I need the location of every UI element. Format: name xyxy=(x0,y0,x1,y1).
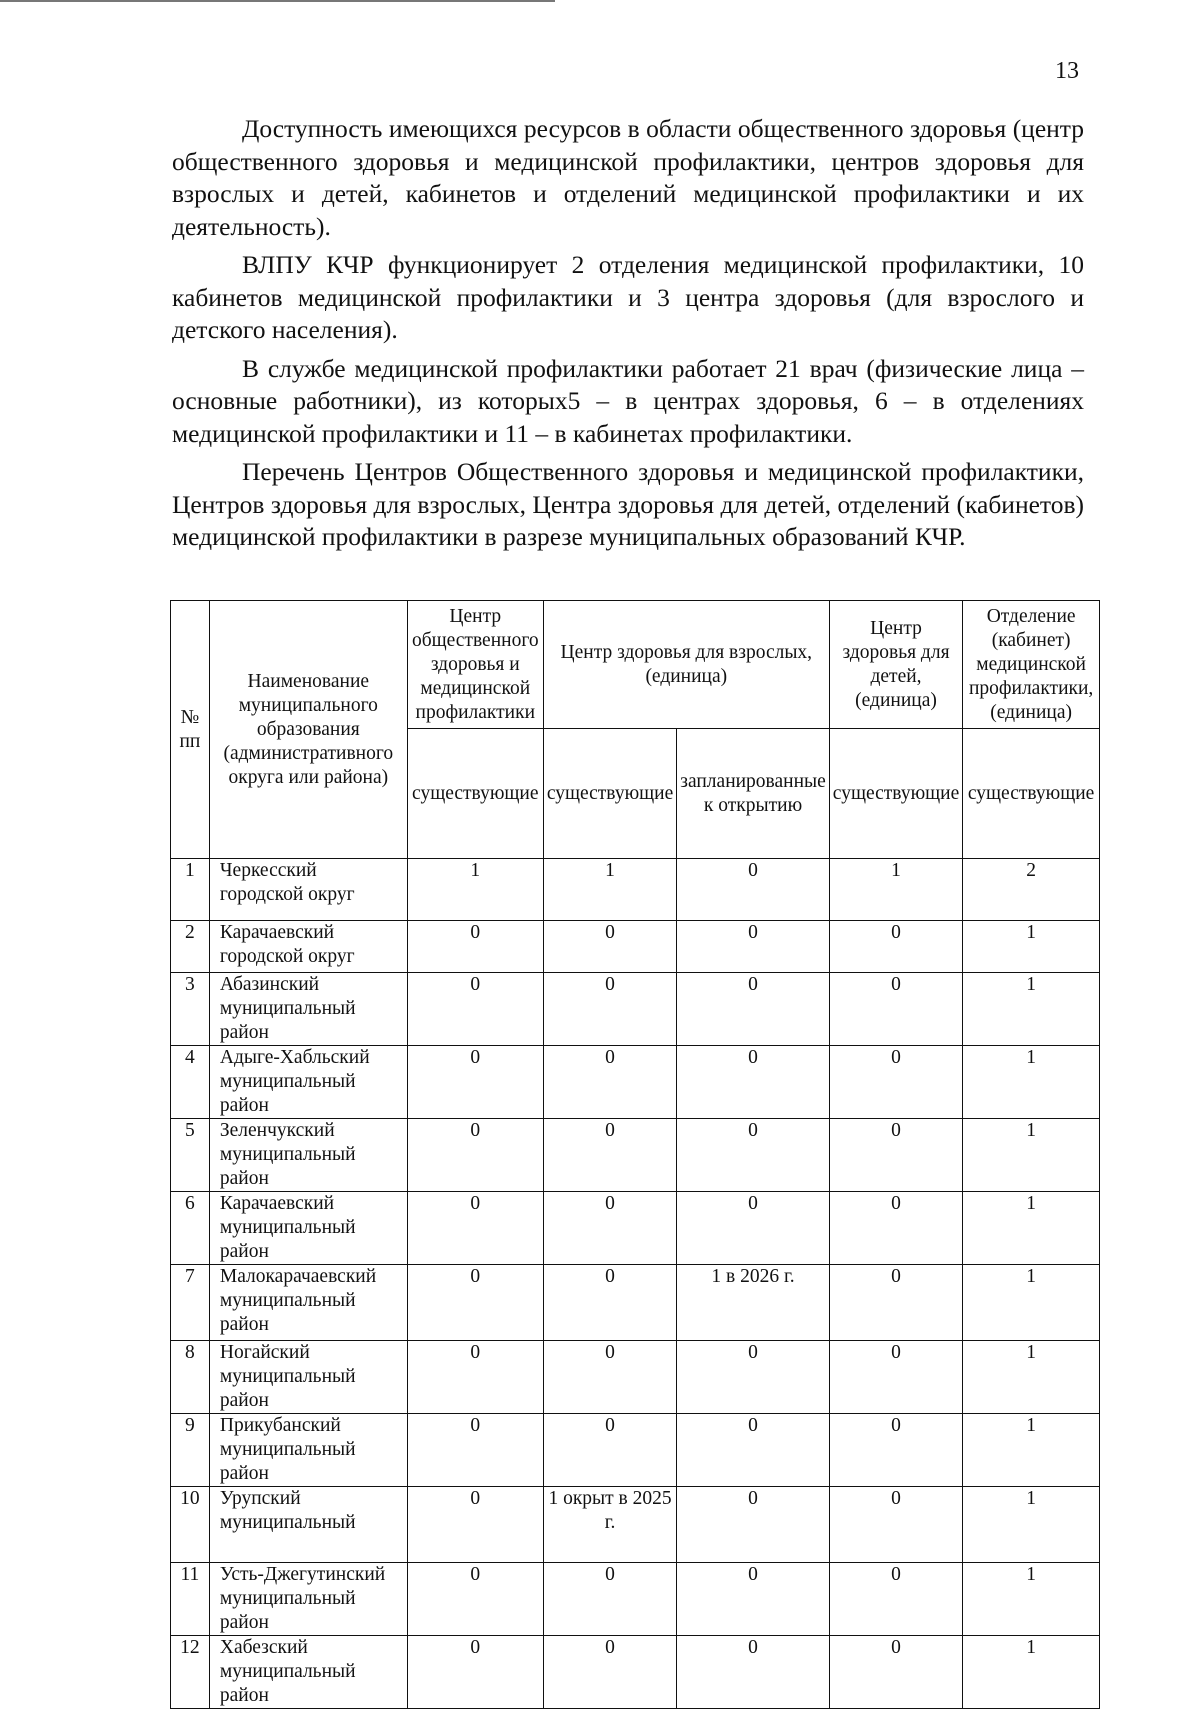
row-name: Хабезский муниципальный район xyxy=(209,1636,407,1709)
row-name: Адыге-Хабльский муниципальный район xyxy=(209,1046,407,1119)
cell-adult-planned: 0 xyxy=(677,1563,830,1636)
cell-adult-existing: 0 xyxy=(543,1046,676,1119)
cell-child-center: 0 xyxy=(829,921,962,973)
cell-department: 1 xyxy=(963,1487,1100,1563)
table-row xyxy=(171,1563,1100,1636)
cell-child-center: 0 xyxy=(829,1636,962,1709)
cell-child-center: 0 xyxy=(829,973,962,1046)
paragraph: В службе медицинской профилактики работает 21 врач (физические лица – основные работники), из которых5 – в центрах здоровья, 6 – в отделениях медицинской профилактики и 11 – в кабинетах профилактики. xyxy=(172,353,1084,448)
row-name: Карачаевский муниципальный район xyxy=(209,1192,407,1265)
cell-department: 1 xyxy=(963,1119,1100,1192)
cell-department: 1 xyxy=(963,1636,1100,1709)
table-row xyxy=(171,1414,1100,1487)
top-rule xyxy=(0,0,555,2)
row-name: Зеленчукский муниципальный район xyxy=(209,1119,407,1192)
header-department: Отделение (кабинет) медицинской профилактики, (единица) xyxy=(963,601,1100,729)
header-existing: существующие xyxy=(407,729,543,859)
table-row xyxy=(171,1341,1100,1414)
cell-adult-planned: 0 xyxy=(677,1636,830,1709)
cell-adult-existing: 0 xyxy=(543,1265,676,1341)
cell-public-center: 0 xyxy=(407,1046,543,1119)
cell-public-center: 0 xyxy=(407,1636,543,1709)
cell-child-center: 1 xyxy=(829,859,962,921)
row-number: 8 xyxy=(171,1341,210,1414)
cell-department: 1 xyxy=(963,1414,1100,1487)
row-number: 10 xyxy=(171,1487,210,1563)
row-number: 2 xyxy=(171,921,210,973)
table-row xyxy=(171,1487,1100,1563)
cell-adult-existing: 0 xyxy=(543,921,676,973)
cell-public-center: 0 xyxy=(407,1563,543,1636)
header-adult-center: Центр здоровья для взрослых, (единица) xyxy=(543,601,829,729)
cell-child-center: 0 xyxy=(829,1563,962,1636)
header-existing-dept: существующие xyxy=(963,729,1100,859)
cell-adult-planned: 0 xyxy=(677,1487,830,1563)
row-name: Прикубанский муниципальный район xyxy=(209,1414,407,1487)
cell-department: 2 xyxy=(963,859,1100,921)
row-number: 4 xyxy=(171,1046,210,1119)
table-row xyxy=(171,1265,1100,1341)
cell-department: 1 xyxy=(963,921,1100,973)
table-row xyxy=(171,1046,1100,1119)
row-name: Усть-Джегутинский муниципальный район xyxy=(209,1563,407,1636)
paragraph: Перечень Центров Общественного здоровья и медицинской профилактики, Центров здоровья для взрослых, Центра здоровья для детей, отделений (кабинетов) медицинской профилактики в разрезе муниципальных образований КЧР. xyxy=(172,457,1084,551)
header-name: Наименование муниципального образования (административного округа или района) xyxy=(209,601,407,859)
paragraph: ВЛПУ КЧР функционирует 2 отделения медицинской профилактики, 10 кабинетов медицинской профилактики и 3 центра здоровья (для взрослого и детского населения). xyxy=(172,250,1084,344)
cell-public-center: 0 xyxy=(407,1487,543,1563)
cell-child-center: 0 xyxy=(829,1341,962,1414)
cell-child-center: 0 xyxy=(829,1265,962,1341)
table-row xyxy=(171,859,1100,921)
cell-adult-existing: 0 xyxy=(543,1636,676,1709)
cell-public-center: 0 xyxy=(407,1119,543,1192)
table-body xyxy=(171,859,1100,1709)
row-name: Урупский муниципальный xyxy=(209,1487,407,1563)
cell-child-center: 0 xyxy=(829,1119,962,1192)
row-name: Ногайский муниципальный район xyxy=(209,1341,407,1414)
cell-public-center: 0 xyxy=(407,1192,543,1265)
cell-adult-existing: 0 xyxy=(543,1414,676,1487)
row-number: 5 xyxy=(171,1119,210,1192)
cell-child-center: 0 xyxy=(829,1192,962,1265)
cell-adult-existing: 0 xyxy=(543,973,676,1046)
cell-public-center: 1 xyxy=(407,859,543,921)
header-existing-child: существующие xyxy=(829,729,962,859)
cell-adult-existing: 0 xyxy=(543,1192,676,1265)
row-number: 6 xyxy=(171,1192,210,1265)
cell-adult-existing: 1 xyxy=(543,859,676,921)
table-row xyxy=(171,973,1100,1046)
header-planned: запланированные к открытию xyxy=(677,729,830,859)
row-number: 7 xyxy=(171,1265,210,1341)
cell-department: 1 xyxy=(963,973,1100,1046)
cell-adult-existing: 1 окрыт в 2025 г. xyxy=(543,1487,676,1563)
cell-department: 1 xyxy=(963,1192,1100,1265)
row-number: 3 xyxy=(171,973,210,1046)
row-name: Карачаевский городской округ xyxy=(209,921,407,973)
paragraph: Доступность имеющихся ресурсов в области общественного здоровья (центр общественного здоровья и медицинской профилактики, центров здоровья для взрослых и детей, кабинетов и отделений медицинской профилактики и их деятельность). xyxy=(172,114,1084,241)
row-number: 12 xyxy=(171,1636,210,1709)
row-name: Абазинский муниципальный район xyxy=(209,973,407,1046)
row-number: 9 xyxy=(171,1414,210,1487)
cell-adult-planned: 0 xyxy=(677,1414,830,1487)
cell-department: 1 xyxy=(963,1341,1100,1414)
body-text xyxy=(172,113,1084,560)
row-number: 11 xyxy=(171,1563,210,1636)
cell-adult-planned: 1 в 2026 г. xyxy=(677,1265,830,1341)
cell-department: 1 xyxy=(963,1046,1100,1119)
row-name: Малокарачаевский муниципальный район xyxy=(209,1265,407,1341)
cell-adult-existing: 0 xyxy=(543,1563,676,1636)
cell-adult-planned: 0 xyxy=(677,1341,830,1414)
cell-adult-planned: 0 xyxy=(677,859,830,921)
header-num: № пп xyxy=(171,601,210,859)
cell-adult-existing: 0 xyxy=(543,1119,676,1192)
municipal-table xyxy=(170,600,1100,1709)
cell-child-center: 0 xyxy=(829,1414,962,1487)
cell-public-center: 0 xyxy=(407,921,543,973)
table-row xyxy=(171,1192,1100,1265)
cell-child-center: 0 xyxy=(829,1487,962,1563)
cell-adult-planned: 0 xyxy=(677,1192,830,1265)
cell-public-center: 0 xyxy=(407,1265,543,1341)
cell-public-center: 0 xyxy=(407,1341,543,1414)
table-row xyxy=(171,1119,1100,1192)
cell-adult-planned: 0 xyxy=(677,973,830,1046)
cell-department: 1 xyxy=(963,1265,1100,1341)
header-public-center: Центр общественного здоровья и медицинской профилактики xyxy=(407,601,543,729)
cell-department: 1 xyxy=(963,1563,1100,1636)
cell-public-center: 0 xyxy=(407,973,543,1046)
cell-adult-planned: 0 xyxy=(677,921,830,973)
cell-public-center: 0 xyxy=(407,1414,543,1487)
row-name: Черкесский городской округ xyxy=(209,859,407,921)
header-existing-adult: существующие xyxy=(543,729,676,859)
table-row xyxy=(171,921,1100,973)
cell-adult-existing: 0 xyxy=(543,1341,676,1414)
cell-adult-planned: 0 xyxy=(677,1046,830,1119)
page-number: 13 xyxy=(1055,58,1079,84)
cell-adult-planned: 0 xyxy=(677,1119,830,1192)
header-child-center: Центр здоровья для детей, (единица) xyxy=(829,601,962,729)
row-number: 1 xyxy=(171,859,210,921)
cell-child-center: 0 xyxy=(829,1046,962,1119)
